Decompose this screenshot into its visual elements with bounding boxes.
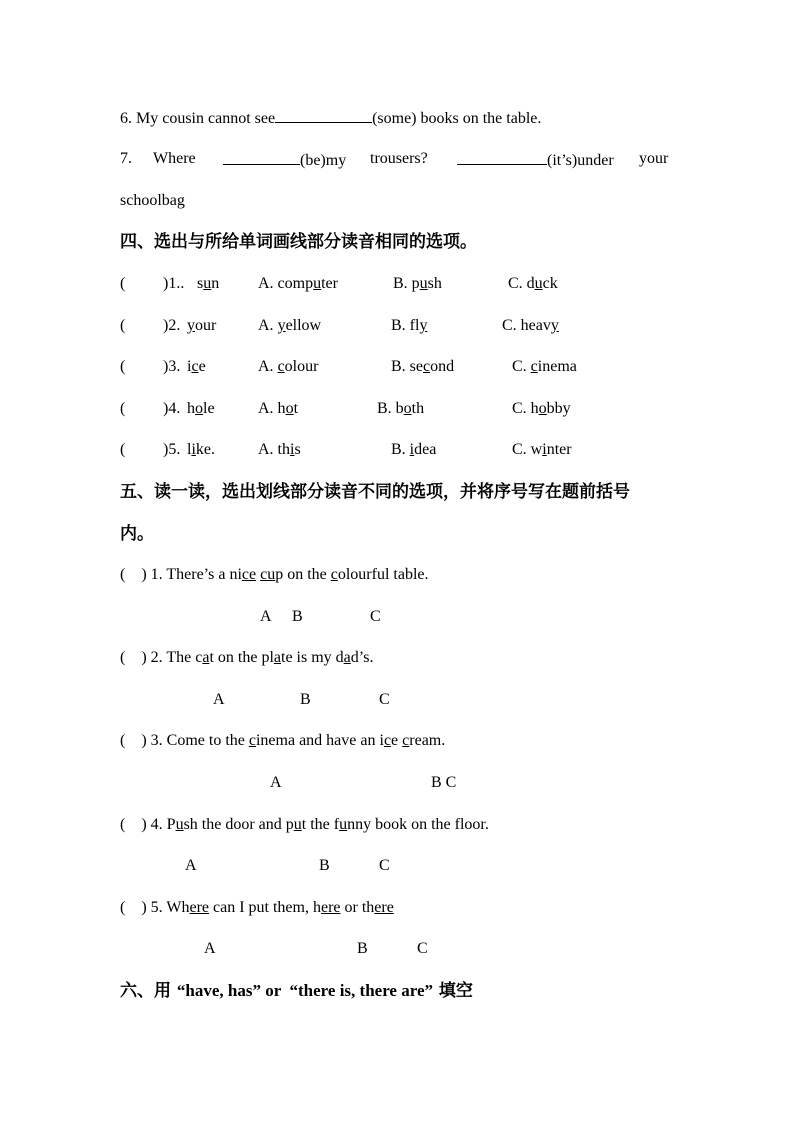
word-part: C. w (512, 441, 543, 458)
underlined-letters: u (419, 275, 428, 292)
word-part: C. heav (502, 317, 551, 334)
sentence-part: te is my d (281, 649, 344, 666)
underlined-letters: cu (260, 566, 276, 583)
option-a (258, 274, 338, 294)
option-label: A (260, 608, 272, 625)
option-label: A (185, 857, 197, 874)
underlined-letters: c (277, 358, 285, 375)
word-part: olour (284, 358, 319, 375)
option-label: B C (431, 774, 457, 791)
answer-paren[interactable]: ( (120, 441, 126, 458)
sentence-part: nny book on the floor. (347, 816, 489, 833)
word-part: ke. (195, 441, 216, 458)
underlined-letters: u (175, 816, 184, 833)
word-part: B. fl (391, 317, 420, 334)
option-c (512, 357, 577, 377)
sec5-sentence (120, 565, 429, 585)
sec5-sentence (120, 731, 445, 751)
item-number: )5. (163, 441, 181, 458)
item-number: )3. (163, 358, 181, 375)
word-part: C. d (508, 275, 535, 292)
underlined-letters: u (313, 275, 322, 292)
sentence-part: ( ) 1. There’s a ni (120, 566, 242, 583)
underlined-letters: i (409, 441, 415, 458)
underlined-letters: a (343, 649, 351, 666)
word-part: bby (546, 400, 571, 417)
option-label: A (213, 691, 225, 708)
word-part: A. comp (258, 275, 314, 292)
underlined-letters: o (538, 400, 547, 417)
word-part: C. h (512, 400, 539, 417)
word-part: A. th (258, 441, 290, 458)
answer-paren[interactable]: ( (120, 275, 126, 292)
item-number: )2. (163, 317, 181, 334)
underlined-letters: c (248, 732, 256, 749)
option-label: A (270, 774, 282, 791)
section-6-title (120, 981, 473, 1001)
option-b (393, 274, 442, 294)
option-c (502, 316, 559, 336)
q7-your: your (639, 150, 669, 167)
underlined-letters: o (285, 400, 294, 417)
word-part: h (187, 400, 195, 417)
q6-text-after: (some) books on the table. (372, 110, 542, 127)
option-c (508, 274, 558, 294)
underlined-letters: u (293, 816, 302, 833)
word-part: s (294, 441, 301, 458)
word-part: sh (427, 275, 442, 292)
underlined-letters: c (191, 358, 199, 375)
sentence-part: ( ) 5. Wh (120, 899, 190, 916)
option-a (258, 399, 298, 419)
underlined-letters: c (330, 566, 338, 583)
underlined-letters: o (403, 400, 412, 417)
given-word (187, 357, 206, 377)
option-a (258, 357, 318, 377)
given-word (187, 316, 216, 336)
underlined-letters: c (423, 358, 431, 375)
underlined-letters: a (202, 649, 210, 666)
word-part: le (203, 400, 215, 417)
answer-blank[interactable] (457, 149, 547, 165)
underlined-letters: y (187, 317, 195, 334)
option-label: C (379, 691, 390, 708)
underlined-letters: ere (189, 899, 209, 916)
option-label: C (417, 940, 428, 957)
word-part: ter (321, 275, 338, 292)
word-part: e (198, 358, 206, 375)
answer-paren[interactable]: ( (120, 358, 126, 375)
answer-paren[interactable]: ( (120, 400, 126, 417)
given-word (187, 399, 215, 419)
word-part: B. se (391, 358, 423, 375)
section-6-there-is: “there is, there are” (289, 981, 434, 1000)
item-number: )4. (163, 400, 181, 417)
sentence-part: inema and have an i (255, 732, 384, 749)
sec5-sentence (120, 815, 489, 835)
word-part: inema (537, 358, 577, 375)
word-part: n (211, 275, 220, 292)
word-part: ond (430, 358, 455, 375)
question-7 (120, 149, 673, 169)
section-6-suffix: 填空 (433, 981, 473, 1001)
word-part: th (411, 400, 425, 417)
sentence-part: ( ) 2. The c (120, 649, 203, 666)
underlined-letters: i (542, 441, 547, 458)
option-label: A (204, 940, 216, 957)
q7-continuation: schoolbag (120, 192, 185, 209)
sentence-part: t on the pl (209, 649, 274, 666)
underlined-letters: a (273, 649, 281, 666)
word-part: C. (512, 358, 531, 375)
answer-blank[interactable] (223, 149, 300, 165)
underlined-letters: u (203, 275, 212, 292)
option-label: B (319, 857, 330, 874)
sentence-part: ( ) 3. Come to the (120, 732, 249, 749)
option-b (391, 316, 427, 336)
option-label: C (379, 857, 390, 874)
sentence-part: can I put them, h (209, 899, 321, 916)
option-b (391, 440, 436, 460)
sentence-part: olourful table. (337, 566, 429, 583)
q7-trousers: trousers? (370, 150, 428, 167)
underlined-letters: c (402, 732, 410, 749)
word-part: B. p (393, 275, 420, 292)
underlined-letters: c (383, 732, 392, 749)
word-part: A. h (258, 400, 286, 417)
sec5-sentence (120, 648, 373, 668)
option-label: B (292, 608, 303, 625)
sentence-part: sh the door and p (183, 816, 294, 833)
word-part: dea (414, 441, 437, 458)
underlined-letters: y (419, 317, 428, 334)
section-5-title: 五、读一读，选出划线部分读音不同的选项，并将序号写在题前括号 (120, 482, 630, 502)
section-5-title-cont: 内。 (120, 524, 154, 544)
section-6-have-has: “have, has” (176, 981, 261, 1000)
section-6-prefix: 六、用 (120, 981, 177, 1001)
underlined-letters: y (277, 317, 286, 334)
sentence-part: ream. (409, 732, 446, 749)
option-label: B (357, 940, 368, 957)
underlined-letters: i (191, 441, 196, 458)
q7-its: (it’s)under (547, 152, 614, 169)
option-a (258, 316, 321, 336)
underlined-letters: o (195, 400, 203, 417)
word-part: A. (258, 358, 278, 375)
word-part: nter (546, 441, 572, 458)
sentence-part: t the f (301, 816, 340, 833)
section-6-or: or (261, 981, 290, 1000)
underlined-letters: ere (374, 899, 394, 916)
answer-blank[interactable] (275, 107, 372, 123)
word-part: B. (391, 441, 410, 458)
word-part: t (293, 400, 299, 417)
option-label: B (300, 691, 311, 708)
underlined-letters: c (530, 358, 538, 375)
option-c (512, 440, 572, 460)
word-part: ellow (285, 317, 322, 334)
sentence-part: d’s. (350, 649, 374, 666)
option-c (512, 399, 571, 419)
sentence-part: p on the (275, 566, 331, 583)
answer-paren[interactable]: ( (120, 317, 126, 334)
word-part: ck (542, 275, 558, 292)
q6-text-before: 6. My cousin cannot see (120, 110, 276, 127)
word-part: s (197, 275, 204, 292)
underlined-letters: ce (241, 566, 257, 583)
item-number: )1.. (163, 275, 185, 292)
q7-where: Where (153, 150, 196, 167)
q7-number: 7. (120, 150, 132, 167)
question-6 (120, 107, 541, 129)
option-b (377, 399, 424, 419)
sentence-part: or th (340, 899, 375, 916)
word-part: l (187, 441, 192, 458)
option-label: C (370, 608, 381, 625)
underlined-letters: u (339, 816, 348, 833)
underlined-letters: u (534, 275, 543, 292)
sec5-sentence (120, 898, 394, 918)
underlined-letters: y (550, 317, 559, 334)
option-a (258, 440, 301, 460)
q7-be: (be)my (300, 152, 347, 169)
option-b (391, 357, 454, 377)
given-word (197, 274, 219, 294)
section-4-title: 四、选出与所给单词画线部分读音相同的选项。 (120, 232, 477, 252)
word-part: B. b (377, 400, 404, 417)
word-part: i (187, 358, 192, 375)
given-word (187, 440, 215, 460)
word-part: our (195, 317, 217, 334)
underlined-letters: ere (320, 899, 341, 916)
sentence-part: e (391, 732, 403, 749)
word-part: A. (258, 317, 278, 334)
underlined-letters: i (290, 441, 295, 458)
sentence-part: ( ) 4. P (120, 816, 176, 833)
